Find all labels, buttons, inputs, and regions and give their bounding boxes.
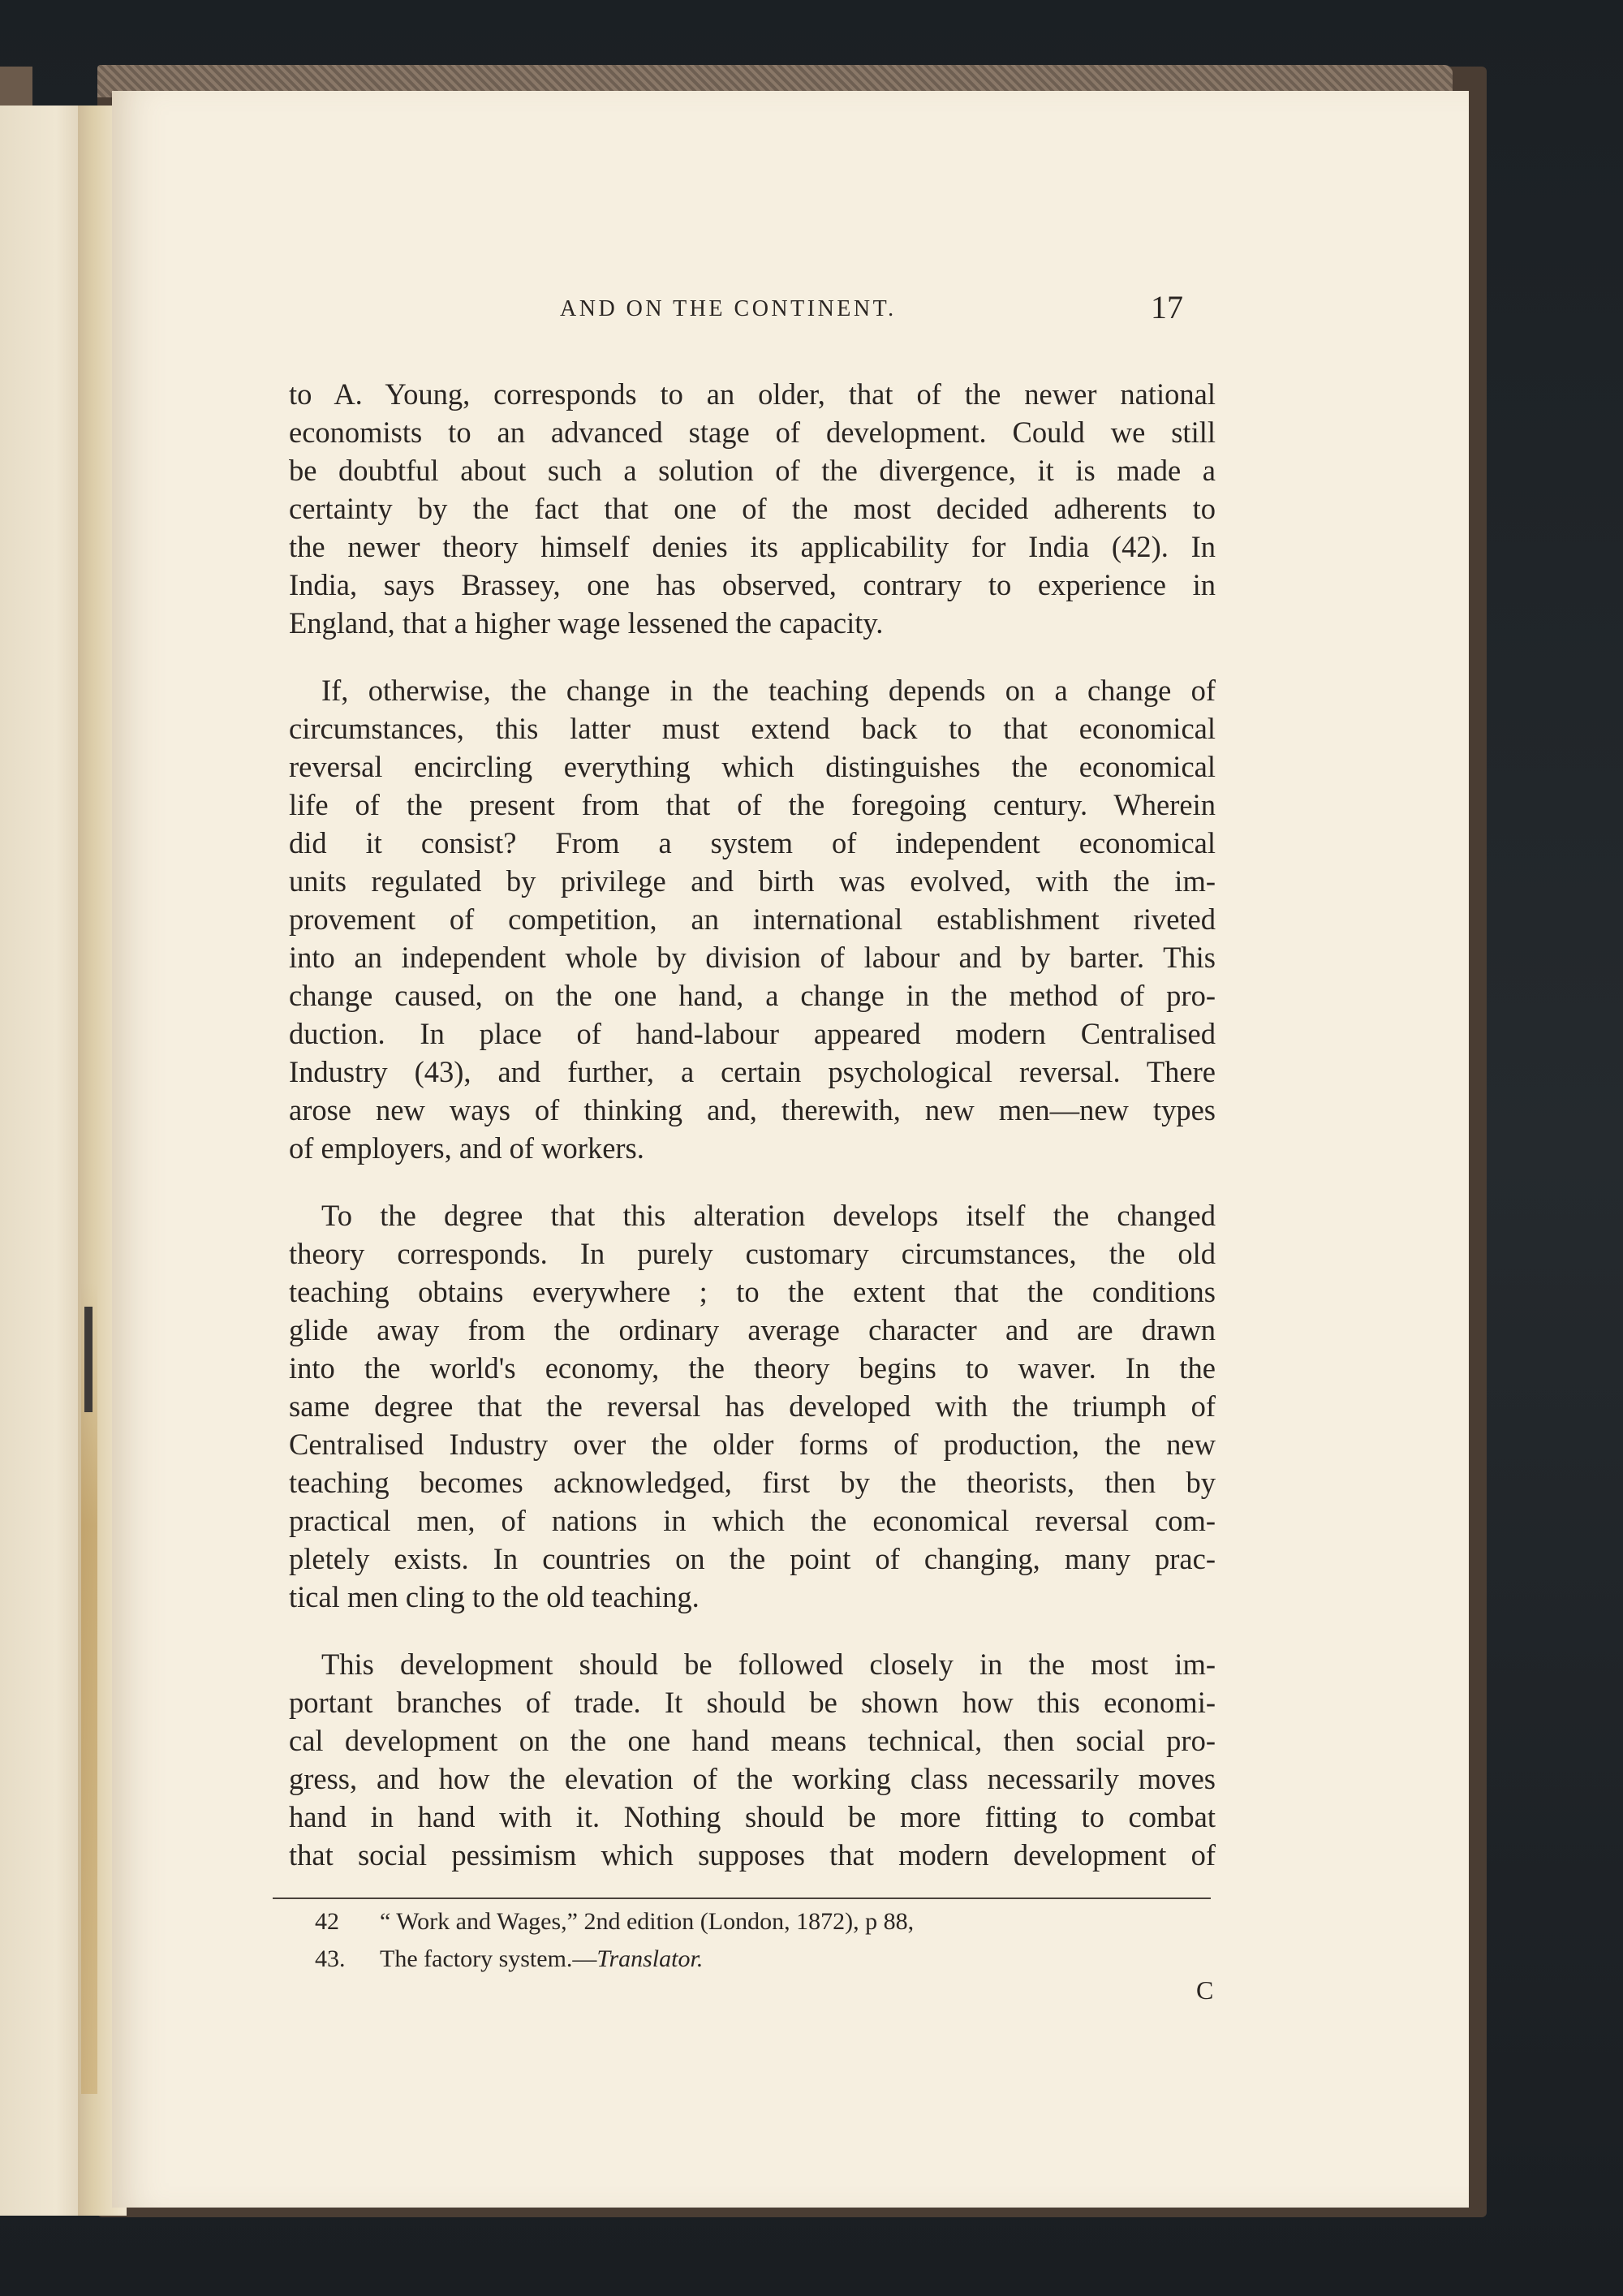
text-line: England, that a higher wage lessened the capacity. bbox=[289, 606, 884, 640]
text-line: did it consist? From a system of independent economical bbox=[289, 826, 1216, 859]
left-cover-corner bbox=[0, 67, 32, 107]
text-line: pletely exists. In countries on the point of changing, many prac- bbox=[289, 1542, 1216, 1575]
running-head: AND ON THE CONTINENT. bbox=[560, 296, 897, 321]
body-text bbox=[289, 375, 1216, 1874]
text-line: life of the present from that of the foregoing century. Wherein bbox=[289, 788, 1216, 821]
text-line: into an independent whole by division of labour and by barter. This bbox=[289, 941, 1216, 974]
footnote-translator: Translator. bbox=[596, 1945, 704, 1972]
footnote-text: “ Work and Wages,” 2nd edition (London, 1872), p 88, bbox=[380, 1908, 915, 1935]
text-line: that social pessimism which supposes that modern development of bbox=[289, 1838, 1216, 1872]
footnotes bbox=[315, 1903, 1126, 1978]
text-line: Centralised Industry over the older forms of production, the new bbox=[289, 1428, 1216, 1461]
text-line: duction. In place of hand-labour appeared modern Centralised bbox=[289, 1017, 1216, 1050]
text-line: units regulated by privilege and birth was evolved, with the im- bbox=[289, 864, 1216, 898]
text-line: be doubtful about such a solution of the divergence, it is made a bbox=[289, 454, 1216, 487]
text-line: To the degree that this alteration develops itself the changed bbox=[321, 1199, 1216, 1232]
text-line: cal development on the one hand means technical, then social pro- bbox=[289, 1724, 1216, 1757]
gutter-binding-thread bbox=[84, 1307, 93, 1412]
text-line: into the world's economy, the theory begins to waver. In the bbox=[289, 1351, 1216, 1385]
text-line: arose new ways of thinking and, therewith, new men—new types bbox=[289, 1093, 1216, 1126]
paragraph-4 bbox=[289, 1645, 1216, 1874]
footnote-number: 42 bbox=[315, 1908, 339, 1935]
text-line: practical men, of nations in which the economical reversal com- bbox=[289, 1504, 1216, 1537]
text-line: teaching becomes acknowledged, first by the theorists, then by bbox=[289, 1466, 1216, 1499]
text-line: reversal encircling everything which distinguishes the economical bbox=[289, 750, 1216, 783]
paragraph-2 bbox=[289, 671, 1216, 1167]
text-line: certainty by the fact that one of the most decided adherents to bbox=[289, 492, 1216, 525]
paragraph-1 bbox=[289, 375, 1216, 642]
text-line: hand in hand with it. Nothing should be more fitting to combat bbox=[289, 1800, 1216, 1833]
text-line: provement of competition, an international establishment riveted bbox=[289, 902, 1216, 936]
text-line: same degree that the reversal has developed with the triumph of bbox=[289, 1389, 1216, 1423]
text-line: change caused, on the one hand, a change in the method of pro- bbox=[289, 979, 1216, 1012]
text-line: Industry (43), and further, a certain psychological reversal. There bbox=[289, 1055, 1216, 1088]
text-line: gress, and how the elevation of the working class necessarily moves bbox=[289, 1762, 1216, 1795]
paragraph-3 bbox=[289, 1196, 1216, 1616]
text-line: circumstances, this latter must extend back to that economical bbox=[289, 712, 1216, 745]
footnote-43 bbox=[315, 1941, 1126, 1978]
text-line: India, says Brassey, one has observed, contrary to experience in bbox=[289, 568, 1216, 601]
text-line: teaching obtains everywhere ; to the extent that the conditions bbox=[289, 1275, 1216, 1308]
footnote-rule bbox=[273, 1898, 1211, 1899]
signature-mark: C bbox=[1196, 1975, 1214, 2005]
text-line: to A. Young, corresponds to an older, that of the newer national bbox=[289, 377, 1216, 411]
footnote-number: 43. bbox=[315, 1945, 346, 1972]
page-number: 17 bbox=[1151, 289, 1183, 325]
text-line: theory corresponds. In purely customary circumstances, the old bbox=[289, 1237, 1216, 1270]
text-line: tical men cling to the old teaching. bbox=[289, 1580, 700, 1613]
text-line: This development should be followed closely in the most im- bbox=[321, 1648, 1216, 1681]
text-line: If, otherwise, the change in the teaching depends on a change of bbox=[321, 674, 1216, 707]
text-line: glide away from the ordinary average character and are drawn bbox=[289, 1313, 1216, 1346]
footnote-text: The factory system.— bbox=[380, 1945, 597, 1972]
text-line: economists to an advanced stage of development. Could we still bbox=[289, 416, 1216, 449]
text-line: of employers, and of workers. bbox=[289, 1131, 644, 1165]
footnote-42 bbox=[315, 1903, 1126, 1941]
text-line: portant branches of trade. It should be shown how this economi- bbox=[289, 1686, 1216, 1719]
text-line: the newer theory himself denies its applicability for India (42). In bbox=[289, 530, 1216, 563]
